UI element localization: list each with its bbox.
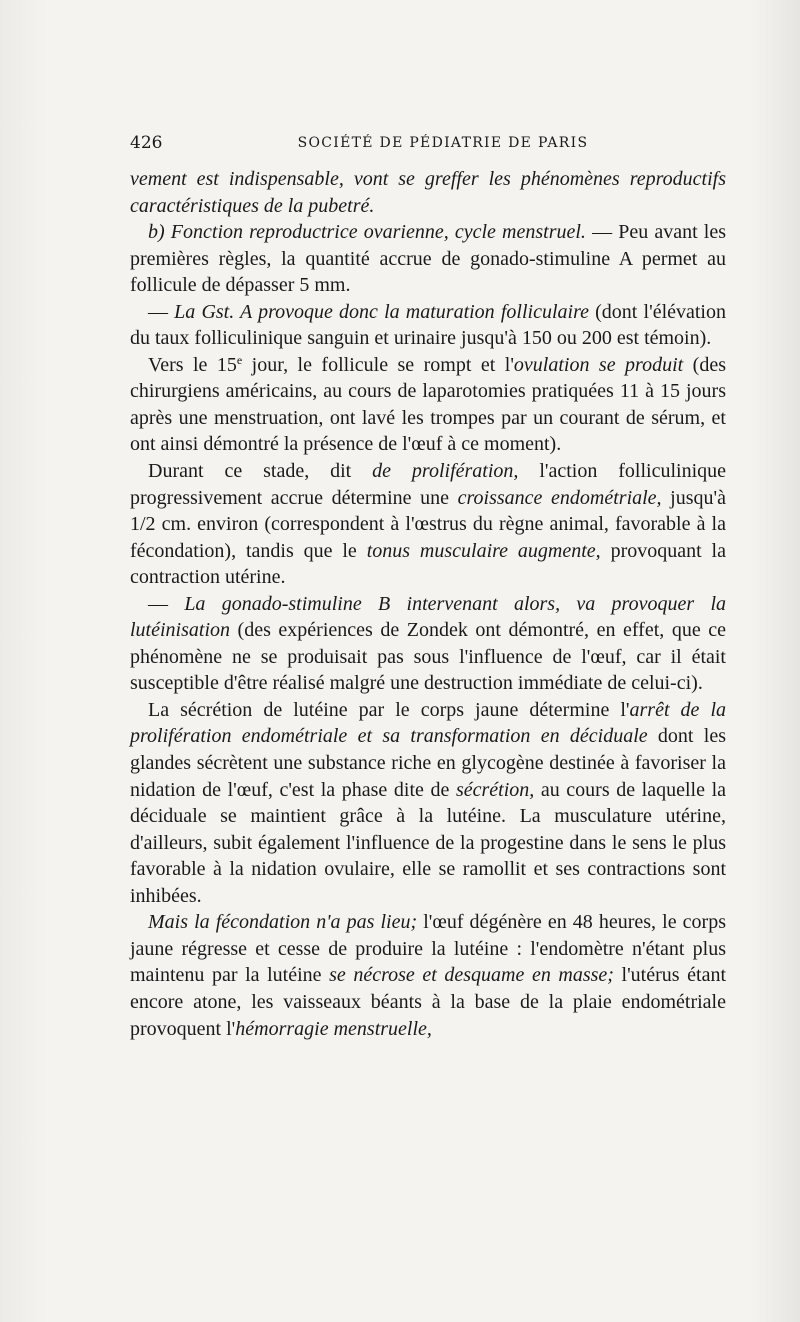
text-span: (des chirurgiens américains, au cours de laparotomies pratiquées 11 à 15 jours après une menstruation, ont lavé les trompes par un courant de sérum, et ont ainsi démontré la présence de l'œuf à ce moment). bbox=[130, 353, 726, 456]
body-text bbox=[130, 166, 726, 1042]
text-span: — bbox=[148, 592, 185, 615]
text-span: au cours de laquelle la déciduale se maintient grâce à la lutéine. La musculature utérine, d'ailleurs, subit également l'influence de la progestine dans le sens le plus favorable à la nidation ovulaire, elle se ramollit et ses contractions sont inhibées. bbox=[130, 778, 726, 907]
italic-text: La gonado-stimuline B intervenant alors, va provoquer la lutéinisation bbox=[130, 592, 726, 642]
text-span: jusqu'à 1/2 cm. environ (correspondent à l'œstrus du règne animal, favorable à la fécondation), tandis que le bbox=[130, 486, 726, 562]
italic-text: sécrétion, bbox=[455, 778, 535, 801]
text-span: (des expériences de Zondek ont démontré, en effet, que ce phénomène ne se produisait pas sous l'influence de l'œuf, car il était susceptible d'être réalisé malgré une destruction immédiate de celui-ci). bbox=[130, 619, 726, 695]
italic-text: tonus musculaire augmente, bbox=[366, 539, 601, 562]
italic-text: hémorragie menstruelle, bbox=[235, 1017, 432, 1040]
italic-text: La Gst. A provoque donc la maturation folliculaire bbox=[174, 300, 589, 323]
text-span: — bbox=[148, 300, 175, 323]
superscript: e bbox=[236, 352, 243, 367]
text-span: La sécrétion de lutéine par le corps jaune détermine l' bbox=[148, 698, 630, 721]
text-span: jour, le follicule se rompt et l' bbox=[242, 353, 514, 376]
text-span: l'œuf dégénère en 48 heures, le corps jaune régresse et cesse de produire la lutéine : l'endomètre n'étant plus maintenu par la lutéine bbox=[130, 911, 726, 987]
text-span: (dont l'élévation du taux folliculinique sanguin et urinaire jusqu'à 150 ou 200 est témoin). bbox=[130, 300, 726, 350]
text-span: provoquant la contraction utérine. bbox=[130, 539, 726, 589]
italic-text: ovulation se produit bbox=[513, 353, 684, 376]
paragraph-secretion bbox=[130, 697, 726, 909]
text-span: Durant ce stade, dit bbox=[148, 460, 373, 483]
paragraph-gst-a bbox=[130, 299, 726, 352]
italic-text: arrêt de la prolifération endométriale et sa transformation en déciduale bbox=[130, 698, 726, 748]
paragraph-continuation bbox=[130, 166, 726, 219]
paragraph-proliferation bbox=[130, 458, 726, 591]
text-span: Vers le 15 bbox=[148, 353, 237, 376]
paragraph-b bbox=[130, 219, 726, 299]
running-title: SOCIÉTÉ DE PÉDIATRIE DE PARIS bbox=[297, 135, 589, 151]
italic-text: se nécrose et desquame en masse; bbox=[329, 964, 614, 987]
paragraph-menstruation bbox=[130, 909, 726, 1042]
text-span: l'action folliculinique progressivement accrue détermine une bbox=[130, 460, 726, 509]
page-number: 426 bbox=[130, 133, 163, 153]
text-span: dont les glandes sécrètent une substance riche en glycogène destinée à favoriser la nidation de l'œuf, c'est la phase dite de bbox=[130, 725, 726, 801]
paragraph-ovulation bbox=[130, 352, 726, 458]
italic-text: b) Fonction reproductrice ovarienne, cycle menstruel. bbox=[148, 221, 586, 244]
italic-text: de prolifération, bbox=[372, 460, 519, 483]
italic-text: croissance endométriale, bbox=[457, 486, 662, 509]
page-header bbox=[130, 133, 726, 157]
italic-text: vement est indispensable, vont se greffer les phénomènes reproductifs caractéristiques de la pubetré. bbox=[130, 168, 726, 217]
text-span: — Peu avant les premières règles, la quantité accrue de gonado-stimuline A permet au follicule de dépasser 5 mm. bbox=[130, 221, 726, 297]
paragraph-gst-b bbox=[130, 591, 726, 697]
text-span: l'utérus étant encore atone, les vaisseaux béants à la base de la plaie endométriale provoquent l' bbox=[130, 964, 727, 1040]
italic-text: Mais la fécondation n'a pas lieu; bbox=[148, 911, 418, 934]
